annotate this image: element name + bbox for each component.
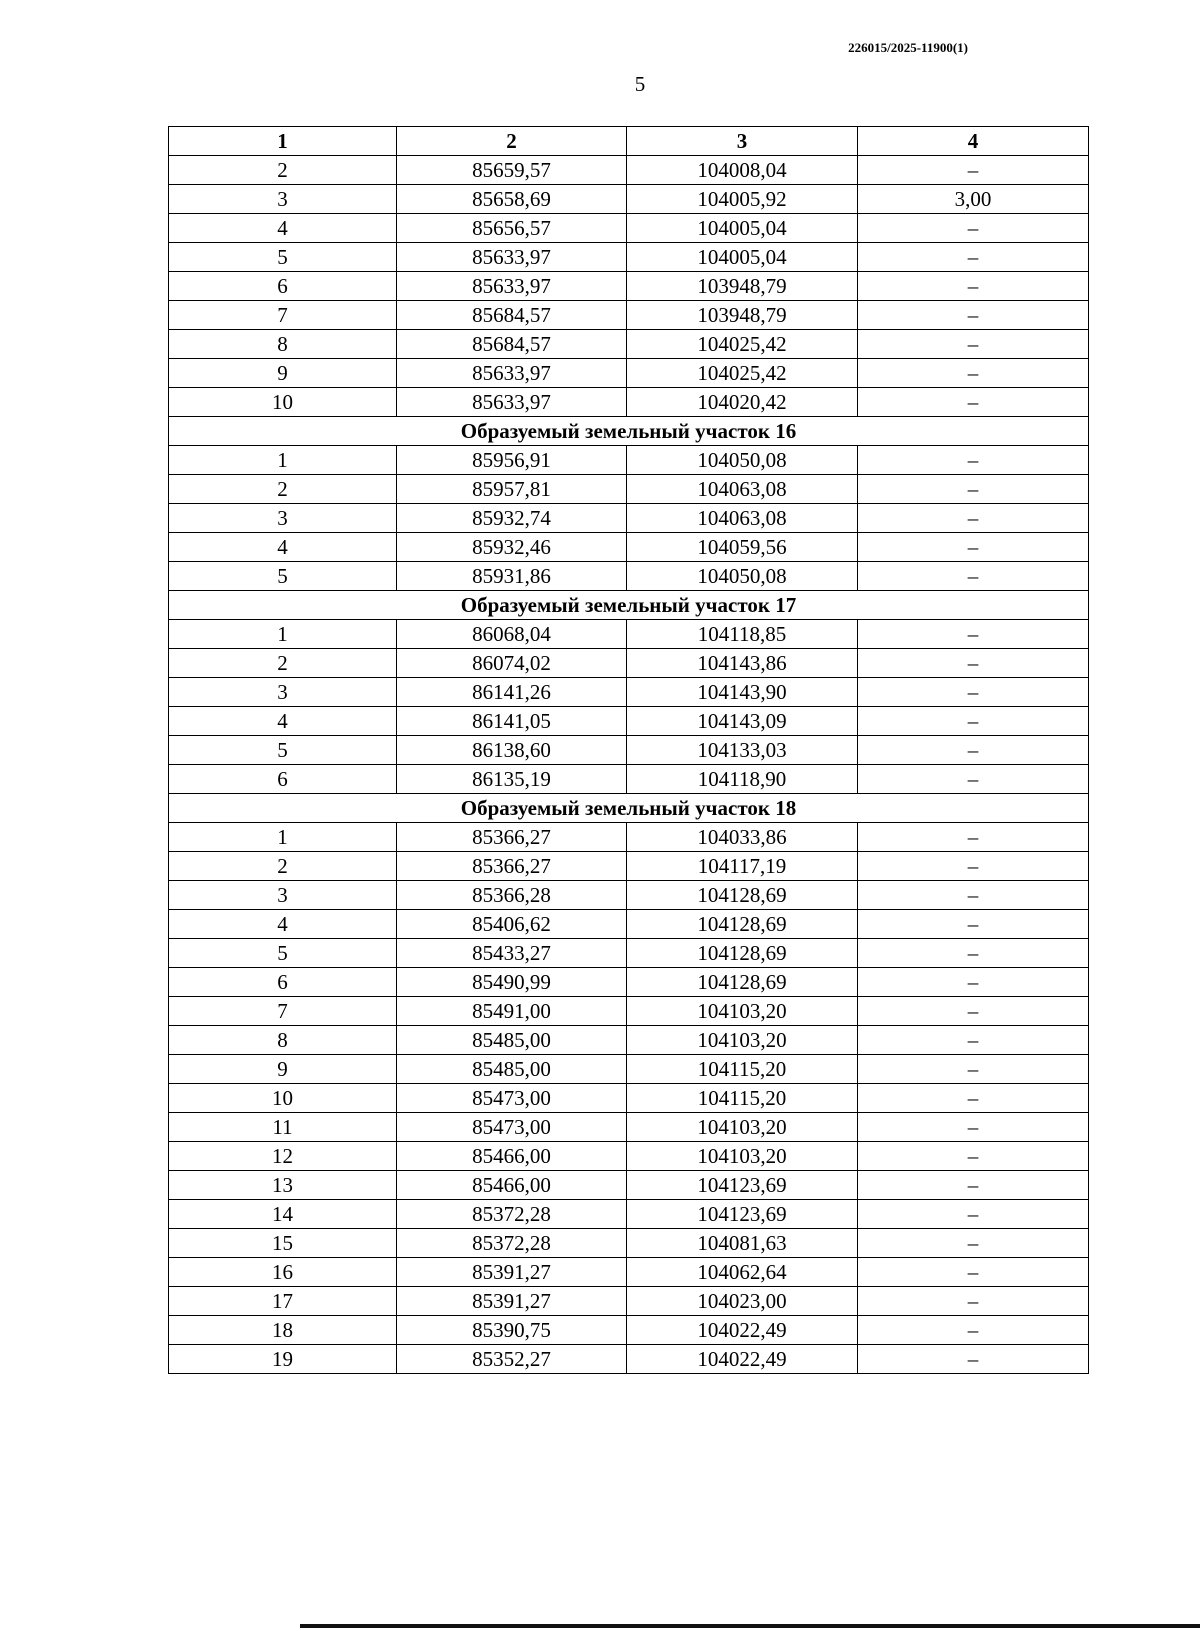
section-row xyxy=(169,417,1089,446)
x-coordinate-cell: 86141,05 xyxy=(397,707,627,736)
point-number-cell: 5 xyxy=(169,939,397,968)
y-coordinate-cell: 104020,42 xyxy=(627,388,858,417)
table-row xyxy=(169,1287,1089,1316)
y-coordinate-cell: 104022,49 xyxy=(627,1345,858,1374)
point-number-cell: 3 xyxy=(169,678,397,707)
point-number-cell: 18 xyxy=(169,1316,397,1345)
point-number-cell: 2 xyxy=(169,649,397,678)
value-cell: – xyxy=(858,330,1089,359)
table-row xyxy=(169,707,1089,736)
value-cell: – xyxy=(858,504,1089,533)
table-row xyxy=(169,881,1089,910)
table-row xyxy=(169,968,1089,997)
point-number-cell: 6 xyxy=(169,272,397,301)
x-coordinate-cell: 86068,04 xyxy=(397,620,627,649)
value-cell: – xyxy=(858,475,1089,504)
table-row xyxy=(169,533,1089,562)
table-row xyxy=(169,1229,1089,1258)
x-coordinate-cell: 85659,57 xyxy=(397,156,627,185)
y-coordinate-cell: 104103,20 xyxy=(627,1142,858,1171)
table-row xyxy=(169,1142,1089,1171)
y-coordinate-cell: 104023,00 xyxy=(627,1287,858,1316)
y-coordinate-cell: 103948,79 xyxy=(627,272,858,301)
value-cell: – xyxy=(858,1258,1089,1287)
table-row xyxy=(169,1084,1089,1113)
y-coordinate-cell: 104005,04 xyxy=(627,214,858,243)
x-coordinate-cell: 85656,57 xyxy=(397,214,627,243)
table-row xyxy=(169,765,1089,794)
point-number-cell: 4 xyxy=(169,533,397,562)
table-row xyxy=(169,504,1089,533)
x-coordinate-cell: 86074,02 xyxy=(397,649,627,678)
point-number-cell: 4 xyxy=(169,214,397,243)
value-cell: – xyxy=(858,1113,1089,1142)
y-coordinate-cell: 104025,42 xyxy=(627,359,858,388)
table-row xyxy=(169,1200,1089,1229)
point-number-cell: 13 xyxy=(169,1171,397,1200)
y-coordinate-cell: 104063,08 xyxy=(627,504,858,533)
value-cell: – xyxy=(858,272,1089,301)
point-number-cell: 4 xyxy=(169,910,397,939)
y-coordinate-cell: 104103,20 xyxy=(627,1026,858,1055)
table-row xyxy=(169,301,1089,330)
column-header: 4 xyxy=(858,127,1089,156)
y-coordinate-cell: 104062,64 xyxy=(627,1258,858,1287)
table-row xyxy=(169,562,1089,591)
point-number-cell: 16 xyxy=(169,1258,397,1287)
value-cell: – xyxy=(858,359,1089,388)
table-row xyxy=(169,1026,1089,1055)
point-number-cell: 6 xyxy=(169,968,397,997)
point-number-cell: 9 xyxy=(169,359,397,388)
y-coordinate-cell: 104143,09 xyxy=(627,707,858,736)
x-coordinate-cell: 85491,00 xyxy=(397,997,627,1026)
value-cell: – xyxy=(858,968,1089,997)
scan-edge-line xyxy=(300,1624,1200,1628)
value-cell: – xyxy=(858,1055,1089,1084)
x-coordinate-cell: 85931,86 xyxy=(397,562,627,591)
y-coordinate-cell: 104033,86 xyxy=(627,823,858,852)
value-cell: – xyxy=(858,910,1089,939)
x-coordinate-cell: 85366,27 xyxy=(397,852,627,881)
table-row xyxy=(169,939,1089,968)
section-row xyxy=(169,591,1089,620)
x-coordinate-cell: 85473,00 xyxy=(397,1113,627,1142)
table-row xyxy=(169,649,1089,678)
table-row xyxy=(169,678,1089,707)
y-coordinate-cell: 104022,49 xyxy=(627,1316,858,1345)
y-coordinate-cell: 104128,69 xyxy=(627,881,858,910)
x-coordinate-cell: 85391,27 xyxy=(397,1258,627,1287)
point-number-cell: 12 xyxy=(169,1142,397,1171)
table-row xyxy=(169,156,1089,185)
value-cell: 3,00 xyxy=(858,185,1089,214)
x-coordinate-cell: 85372,28 xyxy=(397,1200,627,1229)
x-coordinate-cell: 85956,91 xyxy=(397,446,627,475)
value-cell: – xyxy=(858,649,1089,678)
x-coordinate-cell: 85391,27 xyxy=(397,1287,627,1316)
table-row xyxy=(169,446,1089,475)
value-cell: – xyxy=(858,620,1089,649)
x-coordinate-cell: 85684,57 xyxy=(397,301,627,330)
point-number-cell: 1 xyxy=(169,620,397,649)
value-cell: – xyxy=(858,388,1089,417)
value-cell: – xyxy=(858,765,1089,794)
point-number-cell: 8 xyxy=(169,1026,397,1055)
value-cell: – xyxy=(858,1345,1089,1374)
value-cell: – xyxy=(858,533,1089,562)
y-coordinate-cell: 104103,20 xyxy=(627,997,858,1026)
point-number-cell: 4 xyxy=(169,707,397,736)
table-row xyxy=(169,185,1089,214)
y-coordinate-cell: 104123,69 xyxy=(627,1200,858,1229)
section-title: Образуемый земельный участок 17 xyxy=(169,591,1089,620)
point-number-cell: 2 xyxy=(169,475,397,504)
x-coordinate-cell: 85633,97 xyxy=(397,359,627,388)
value-cell: – xyxy=(858,243,1089,272)
x-coordinate-cell: 85490,99 xyxy=(397,968,627,997)
point-number-cell: 14 xyxy=(169,1200,397,1229)
value-cell: – xyxy=(858,562,1089,591)
table-row xyxy=(169,1258,1089,1287)
section-title: Образуемый земельный участок 18 xyxy=(169,794,1089,823)
x-coordinate-cell: 85473,00 xyxy=(397,1084,627,1113)
value-cell: – xyxy=(858,156,1089,185)
x-coordinate-cell: 86141,26 xyxy=(397,678,627,707)
value-cell: – xyxy=(858,301,1089,330)
point-number-cell: 17 xyxy=(169,1287,397,1316)
y-coordinate-cell: 104081,63 xyxy=(627,1229,858,1258)
y-coordinate-cell: 104115,20 xyxy=(627,1084,858,1113)
table-row xyxy=(169,243,1089,272)
value-cell: – xyxy=(858,1026,1089,1055)
point-number-cell: 1 xyxy=(169,446,397,475)
y-coordinate-cell: 104103,20 xyxy=(627,1113,858,1142)
point-number-cell: 6 xyxy=(169,765,397,794)
point-number-cell: 1 xyxy=(169,823,397,852)
document-id: 226015/2025-11900(1) xyxy=(848,40,968,55)
value-cell: – xyxy=(858,1229,1089,1258)
y-coordinate-cell: 104005,92 xyxy=(627,185,858,214)
value-cell: – xyxy=(858,939,1089,968)
table-row xyxy=(169,214,1089,243)
value-cell: – xyxy=(858,881,1089,910)
x-coordinate-cell: 85406,62 xyxy=(397,910,627,939)
x-coordinate-cell: 85957,81 xyxy=(397,475,627,504)
y-coordinate-cell: 104118,85 xyxy=(627,620,858,649)
x-coordinate-cell: 85466,00 xyxy=(397,1142,627,1171)
y-coordinate-cell: 104128,69 xyxy=(627,910,858,939)
x-coordinate-cell: 85366,27 xyxy=(397,823,627,852)
y-coordinate-cell: 103948,79 xyxy=(627,301,858,330)
x-coordinate-cell: 85466,00 xyxy=(397,1171,627,1200)
y-coordinate-cell: 104128,69 xyxy=(627,939,858,968)
point-number-cell: 15 xyxy=(169,1229,397,1258)
point-number-cell: 10 xyxy=(169,1084,397,1113)
y-coordinate-cell: 104133,03 xyxy=(627,736,858,765)
y-coordinate-cell: 104050,08 xyxy=(627,446,858,475)
table-row xyxy=(169,1113,1089,1142)
value-cell: – xyxy=(858,1316,1089,1345)
value-cell: – xyxy=(858,1142,1089,1171)
x-coordinate-cell: 85932,74 xyxy=(397,504,627,533)
point-number-cell: 2 xyxy=(169,156,397,185)
y-coordinate-cell: 104128,69 xyxy=(627,968,858,997)
point-number-cell: 3 xyxy=(169,185,397,214)
y-coordinate-cell: 104059,56 xyxy=(627,533,858,562)
value-cell: – xyxy=(858,823,1089,852)
point-number-cell: 5 xyxy=(169,562,397,591)
x-coordinate-cell: 85485,00 xyxy=(397,1055,627,1084)
x-coordinate-cell: 85932,46 xyxy=(397,533,627,562)
value-cell: – xyxy=(858,852,1089,881)
section-row xyxy=(169,794,1089,823)
point-number-cell: 9 xyxy=(169,1055,397,1084)
point-number-cell: 2 xyxy=(169,852,397,881)
value-cell: – xyxy=(858,1171,1089,1200)
coordinates-table xyxy=(168,126,1089,1374)
table-row xyxy=(169,910,1089,939)
x-coordinate-cell: 86135,19 xyxy=(397,765,627,794)
table-row xyxy=(169,475,1089,504)
value-cell: – xyxy=(858,1200,1089,1229)
x-coordinate-cell: 85390,75 xyxy=(397,1316,627,1345)
y-coordinate-cell: 104143,90 xyxy=(627,678,858,707)
y-coordinate-cell: 104115,20 xyxy=(627,1055,858,1084)
x-coordinate-cell: 85352,27 xyxy=(397,1345,627,1374)
table-row xyxy=(169,272,1089,301)
table-row xyxy=(169,359,1089,388)
point-number-cell: 19 xyxy=(169,1345,397,1374)
y-coordinate-cell: 104050,08 xyxy=(627,562,858,591)
y-coordinate-cell: 104005,04 xyxy=(627,243,858,272)
y-coordinate-cell: 104118,90 xyxy=(627,765,858,794)
x-coordinate-cell: 85633,97 xyxy=(397,388,627,417)
table-row xyxy=(169,852,1089,881)
point-number-cell: 3 xyxy=(169,881,397,910)
x-coordinate-cell: 85633,97 xyxy=(397,272,627,301)
value-cell: – xyxy=(858,1287,1089,1316)
table-row xyxy=(169,823,1089,852)
value-cell: – xyxy=(858,707,1089,736)
table-row xyxy=(169,997,1089,1026)
section-title: Образуемый земельный участок 16 xyxy=(169,417,1089,446)
value-cell: – xyxy=(858,736,1089,765)
value-cell: – xyxy=(858,997,1089,1026)
page-number: 5 xyxy=(634,72,646,96)
y-coordinate-cell: 104117,19 xyxy=(627,852,858,881)
point-number-cell: 5 xyxy=(169,736,397,765)
point-number-cell: 7 xyxy=(169,997,397,1026)
x-coordinate-cell: 85684,57 xyxy=(397,330,627,359)
value-cell: – xyxy=(858,1084,1089,1113)
column-header: 2 xyxy=(397,127,627,156)
value-cell: – xyxy=(858,678,1089,707)
table-row xyxy=(169,620,1089,649)
table-header-row xyxy=(169,127,1089,156)
x-coordinate-cell: 85433,27 xyxy=(397,939,627,968)
y-coordinate-cell: 104025,42 xyxy=(627,330,858,359)
x-coordinate-cell: 85372,28 xyxy=(397,1229,627,1258)
point-number-cell: 7 xyxy=(169,301,397,330)
y-coordinate-cell: 104063,08 xyxy=(627,475,858,504)
table-body xyxy=(169,156,1089,1374)
x-coordinate-cell: 85658,69 xyxy=(397,185,627,214)
table-row xyxy=(169,1055,1089,1084)
point-number-cell: 11 xyxy=(169,1113,397,1142)
x-coordinate-cell: 85633,97 xyxy=(397,243,627,272)
value-cell: – xyxy=(858,214,1089,243)
y-coordinate-cell: 104008,04 xyxy=(627,156,858,185)
table-row xyxy=(169,330,1089,359)
y-coordinate-cell: 104123,69 xyxy=(627,1171,858,1200)
point-number-cell: 8 xyxy=(169,330,397,359)
table-row xyxy=(169,1171,1089,1200)
table-row xyxy=(169,1316,1089,1345)
x-coordinate-cell: 85366,28 xyxy=(397,881,627,910)
x-coordinate-cell: 86138,60 xyxy=(397,736,627,765)
point-number-cell: 5 xyxy=(169,243,397,272)
point-number-cell: 3 xyxy=(169,504,397,533)
column-header: 3 xyxy=(627,127,858,156)
value-cell: – xyxy=(858,446,1089,475)
table-row xyxy=(169,1345,1089,1374)
point-number-cell: 10 xyxy=(169,388,397,417)
column-header: 1 xyxy=(169,127,397,156)
table-row xyxy=(169,736,1089,765)
table-row xyxy=(169,388,1089,417)
y-coordinate-cell: 104143,86 xyxy=(627,649,858,678)
x-coordinate-cell: 85485,00 xyxy=(397,1026,627,1055)
